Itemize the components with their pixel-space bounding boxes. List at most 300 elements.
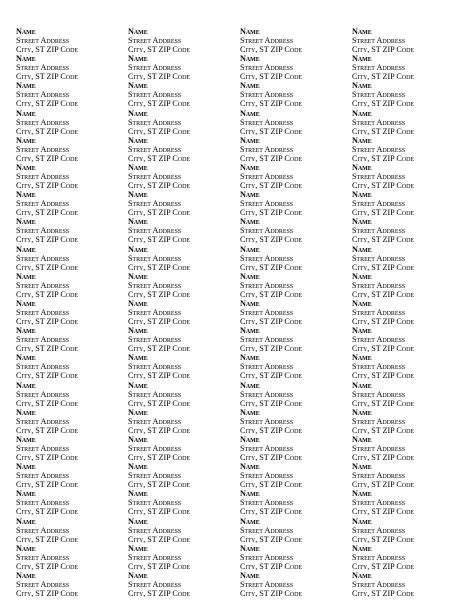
address-label — [128, 136, 234, 163]
label-name: Name — [240, 407, 260, 417]
address-label — [352, 408, 458, 435]
address-label — [128, 544, 234, 571]
label-city-state-zip: City, ST ZIP Code — [128, 480, 190, 490]
label-city-state-zip: City, ST ZIP Code — [240, 561, 302, 571]
label-street-address: Street Address — [352, 199, 406, 209]
label-name: Name — [128, 27, 148, 36]
label-name: Name — [128, 380, 148, 390]
address-label — [16, 381, 122, 408]
label-city-state-zip: City, ST ZIP Code — [240, 344, 302, 354]
label-name: Name — [352, 489, 372, 499]
label-street-address: Street Address — [128, 226, 182, 236]
label-street-address: Street Address — [240, 280, 294, 290]
label-city-state-zip: City, ST ZIP Code — [16, 317, 78, 326]
address-label — [240, 54, 346, 81]
label-city-state-zip: City, ST ZIP Code — [240, 534, 302, 544]
address-label — [16, 81, 122, 108]
label-city-state-zip: City, ST ZIP Code — [128, 72, 190, 82]
label-name: Name — [16, 380, 36, 390]
label-street-address: Street Address — [240, 253, 294, 263]
label-street-address: Street Address — [240, 525, 294, 535]
address-label — [352, 462, 458, 489]
address-label — [16, 190, 122, 217]
label-city-state-zip: City, ST ZIP Code — [240, 99, 302, 109]
label-street-address: Street Address — [128, 362, 182, 372]
label-street-address: Street Address — [16, 498, 70, 508]
label-street-address: Street Address — [240, 226, 294, 236]
label-city-state-zip: City, ST ZIP Code — [240, 126, 302, 136]
address-label — [352, 381, 458, 408]
label-street-address: Street Address — [352, 471, 406, 481]
label-city-state-zip: City, ST ZIP Code — [128, 289, 190, 299]
address-label — [240, 81, 346, 108]
label-city-state-zip: City, ST ZIP Code — [240, 235, 302, 245]
label-street-address: Street Address — [16, 416, 70, 426]
address-label — [240, 517, 346, 544]
label-city-state-zip: City, ST ZIP Code — [128, 398, 190, 408]
label-city-state-zip: City, ST ZIP Code — [240, 262, 302, 272]
label-street-address: Street Address — [128, 389, 182, 399]
label-name: Name — [128, 163, 148, 172]
label-name: Name — [240, 462, 260, 472]
label-name: Name — [16, 299, 36, 308]
label-city-state-zip: City, ST ZIP Code — [128, 589, 190, 598]
label-street-address: Street Address — [16, 335, 70, 345]
label-city-state-zip: City, ST ZIP Code — [16, 425, 78, 435]
address-label — [240, 136, 346, 163]
address-label — [352, 544, 458, 571]
label-name: Name — [240, 217, 260, 227]
address-label — [128, 245, 234, 272]
label-city-state-zip: City, ST ZIP Code — [352, 453, 414, 462]
label-name: Name — [240, 81, 260, 91]
label-street-address: Street Address — [128, 308, 182, 317]
label-city-state-zip: City, ST ZIP Code — [16, 344, 78, 354]
address-label — [16, 353, 122, 380]
label-city-state-zip: City, ST ZIP Code — [240, 153, 302, 163]
address-label — [16, 489, 122, 516]
label-city-state-zip: City, ST ZIP Code — [352, 72, 414, 82]
address-label — [352, 217, 458, 244]
address-label — [352, 489, 458, 516]
label-name: Name — [240, 271, 260, 281]
address-label — [240, 190, 346, 217]
label-name: Name — [240, 353, 260, 363]
label-city-state-zip: City, ST ZIP Code — [128, 344, 190, 354]
address-label — [128, 163, 234, 190]
label-city-state-zip: City, ST ZIP Code — [128, 561, 190, 571]
label-name: Name — [352, 108, 372, 118]
address-label — [352, 109, 458, 136]
address-label — [128, 27, 234, 54]
label-city-state-zip: City, ST ZIP Code — [16, 235, 78, 245]
label-city-state-zip: City, ST ZIP Code — [352, 99, 414, 109]
label-name: Name — [240, 543, 260, 553]
label-street-address: Street Address — [240, 172, 294, 181]
label-street-address: Street Address — [128, 471, 182, 481]
address-label — [352, 571, 458, 598]
label-name: Name — [16, 244, 36, 254]
label-city-state-zip: City, ST ZIP Code — [352, 534, 414, 544]
label-name: Name — [240, 108, 260, 118]
label-city-state-zip: City, ST ZIP Code — [16, 262, 78, 272]
label-street-address: Street Address — [128, 525, 182, 535]
label-name: Name — [16, 516, 36, 526]
address-label — [16, 435, 122, 462]
label-name: Name — [128, 54, 148, 64]
label-street-address: Street Address — [16, 552, 70, 562]
label-street-address: Street Address — [16, 226, 70, 236]
label-name: Name — [352, 135, 372, 145]
label-city-state-zip: City, ST ZIP Code — [240, 425, 302, 435]
label-street-address: Street Address — [240, 498, 294, 508]
label-name: Name — [16, 108, 36, 118]
label-name: Name — [16, 190, 36, 200]
address-label — [240, 353, 346, 380]
label-city-state-zip: City, ST ZIP Code — [352, 208, 414, 218]
label-name: Name — [16, 271, 36, 281]
label-street-address: Street Address — [240, 90, 294, 100]
label-city-state-zip: City, ST ZIP Code — [240, 507, 302, 517]
label-street-address: Street Address — [352, 226, 406, 236]
label-city-state-zip: City, ST ZIP Code — [352, 398, 414, 408]
label-city-state-zip: City, ST ZIP Code — [352, 126, 414, 136]
address-label — [240, 245, 346, 272]
label-street-address: Street Address — [352, 580, 406, 589]
label-city-state-zip: City, ST ZIP Code — [16, 371, 78, 381]
label-name: Name — [240, 163, 260, 172]
label-name: Name — [128, 326, 148, 336]
label-street-address: Street Address — [240, 36, 294, 45]
label-city-state-zip: City, ST ZIP Code — [128, 425, 190, 435]
address-label — [352, 353, 458, 380]
label-city-state-zip: City, ST ZIP Code — [352, 181, 414, 190]
label-city-state-zip: City, ST ZIP Code — [16, 99, 78, 109]
label-name: Name — [128, 271, 148, 281]
label-street-address: Street Address — [352, 444, 406, 453]
label-street-address: Street Address — [16, 63, 70, 73]
label-street-address: Street Address — [352, 172, 406, 181]
address-label — [352, 190, 458, 217]
label-name: Name — [352, 163, 372, 172]
label-name: Name — [128, 516, 148, 526]
label-city-state-zip: City, ST ZIP Code — [128, 208, 190, 218]
label-name: Name — [352, 326, 372, 336]
label-name: Name — [16, 135, 36, 145]
label-city-state-zip: City, ST ZIP Code — [352, 45, 414, 54]
label-city-state-zip: City, ST ZIP Code — [16, 398, 78, 408]
label-city-state-zip: City, ST ZIP Code — [240, 289, 302, 299]
label-name: Name — [352, 54, 372, 64]
label-city-state-zip: City, ST ZIP Code — [240, 72, 302, 82]
label-name: Name — [16, 489, 36, 499]
label-street-address: Street Address — [128, 172, 182, 181]
label-name: Name — [16, 27, 36, 36]
address-label — [128, 272, 234, 299]
address-label — [128, 190, 234, 217]
label-name: Name — [128, 543, 148, 553]
address-label — [128, 299, 234, 326]
address-label — [16, 54, 122, 81]
address-label — [240, 163, 346, 190]
address-label — [16, 544, 122, 571]
label-street-address: Street Address — [240, 552, 294, 562]
label-city-state-zip: City, ST ZIP Code — [352, 561, 414, 571]
address-label — [16, 27, 122, 54]
address-label — [16, 163, 122, 190]
label-street-address: Street Address — [16, 117, 70, 127]
label-name: Name — [16, 407, 36, 417]
address-label — [128, 109, 234, 136]
label-name: Name — [352, 543, 372, 553]
address-label — [352, 81, 458, 108]
address-label — [240, 326, 346, 353]
label-name: Name — [240, 190, 260, 200]
address-label — [16, 109, 122, 136]
label-name: Name — [16, 326, 36, 336]
address-label — [128, 54, 234, 81]
label-city-state-zip: City, ST ZIP Code — [128, 235, 190, 245]
address-label — [352, 517, 458, 544]
label-city-state-zip: City, ST ZIP Code — [352, 589, 414, 598]
label-street-address: Street Address — [16, 580, 70, 589]
label-street-address: Street Address — [240, 389, 294, 399]
address-label — [240, 571, 346, 598]
label-city-state-zip: City, ST ZIP Code — [128, 262, 190, 272]
label-street-address: Street Address — [240, 335, 294, 345]
address-label — [352, 435, 458, 462]
address-label — [16, 299, 122, 326]
label-name: Name — [128, 353, 148, 363]
label-name: Name — [352, 271, 372, 281]
label-street-address: Street Address — [16, 253, 70, 263]
label-street-address: Street Address — [240, 471, 294, 481]
label-name: Name — [240, 571, 260, 580]
label-city-state-zip: City, ST ZIP Code — [16, 208, 78, 218]
label-name: Name — [128, 407, 148, 417]
address-label — [16, 245, 122, 272]
label-street-address: Street Address — [16, 172, 70, 181]
label-name: Name — [16, 571, 36, 580]
label-city-state-zip: City, ST ZIP Code — [240, 317, 302, 326]
label-city-state-zip: City, ST ZIP Code — [16, 589, 78, 598]
address-label — [352, 27, 458, 54]
label-name: Name — [16, 435, 36, 444]
label-street-address: Street Address — [128, 199, 182, 209]
address-label — [240, 462, 346, 489]
address-label — [128, 571, 234, 598]
address-label — [352, 163, 458, 190]
label-street-address: Street Address — [16, 199, 70, 209]
label-street-address: Street Address — [352, 117, 406, 127]
label-street-address: Street Address — [240, 362, 294, 372]
label-street-address: Street Address — [16, 471, 70, 481]
address-label — [128, 81, 234, 108]
label-street-address: Street Address — [128, 580, 182, 589]
label-street-address: Street Address — [352, 280, 406, 290]
label-street-address: Street Address — [16, 280, 70, 290]
label-street-address: Street Address — [16, 144, 70, 154]
address-label — [128, 217, 234, 244]
label-name: Name — [240, 326, 260, 336]
label-street-address: Street Address — [352, 525, 406, 535]
label-city-state-zip: City, ST ZIP Code — [240, 480, 302, 490]
label-street-address: Street Address — [352, 253, 406, 263]
label-name: Name — [128, 217, 148, 227]
label-city-state-zip: City, ST ZIP Code — [128, 371, 190, 381]
label-name: Name — [16, 54, 36, 64]
label-name: Name — [240, 435, 260, 444]
label-city-state-zip: City, ST ZIP Code — [352, 344, 414, 354]
label-name: Name — [352, 217, 372, 227]
label-name: Name — [16, 217, 36, 227]
label-name: Name — [128, 190, 148, 200]
label-name: Name — [240, 135, 260, 145]
label-street-address: Street Address — [240, 117, 294, 127]
label-city-state-zip: City, ST ZIP Code — [16, 561, 78, 571]
label-name: Name — [240, 380, 260, 390]
address-label — [128, 489, 234, 516]
label-city-state-zip: City, ST ZIP Code — [240, 453, 302, 462]
address-label — [240, 381, 346, 408]
address-label — [240, 109, 346, 136]
label-name: Name — [240, 299, 260, 308]
label-street-address: Street Address — [352, 90, 406, 100]
label-street-address: Street Address — [240, 444, 294, 453]
label-name: Name — [16, 462, 36, 472]
label-city-state-zip: City, ST ZIP Code — [128, 153, 190, 163]
address-label — [16, 462, 122, 489]
label-city-state-zip: City, ST ZIP Code — [352, 153, 414, 163]
label-name: Name — [128, 108, 148, 118]
label-street-address: Street Address — [352, 362, 406, 372]
label-name: Name — [128, 435, 148, 444]
label-city-state-zip: City, ST ZIP Code — [128, 45, 190, 54]
label-city-state-zip: City, ST ZIP Code — [16, 153, 78, 163]
label-street-address: Street Address — [16, 444, 70, 453]
address-label — [16, 217, 122, 244]
label-city-state-zip: City, ST ZIP Code — [352, 371, 414, 381]
label-name: Name — [352, 516, 372, 526]
address-label — [240, 489, 346, 516]
label-name: Name — [16, 353, 36, 363]
label-city-state-zip: City, ST ZIP Code — [240, 208, 302, 218]
label-street-address: Street Address — [240, 308, 294, 317]
label-city-state-zip: City, ST ZIP Code — [352, 317, 414, 326]
label-name: Name — [352, 190, 372, 200]
label-city-state-zip: City, ST ZIP Code — [352, 480, 414, 490]
label-street-address: Street Address — [16, 362, 70, 372]
address-label — [240, 272, 346, 299]
address-label — [128, 462, 234, 489]
label-street-address: Street Address — [240, 144, 294, 154]
label-city-state-zip: City, ST ZIP Code — [128, 99, 190, 109]
label-city-state-zip: City, ST ZIP Code — [128, 181, 190, 190]
label-city-state-zip: City, ST ZIP Code — [16, 72, 78, 82]
label-street-address: Street Address — [16, 36, 70, 45]
label-name: Name — [128, 81, 148, 91]
address-label — [352, 54, 458, 81]
address-label — [352, 272, 458, 299]
label-street-address: Street Address — [240, 416, 294, 426]
label-city-state-zip: City, ST ZIP Code — [128, 507, 190, 517]
label-street-address: Street Address — [352, 498, 406, 508]
label-street-address: Street Address — [128, 444, 182, 453]
label-name: Name — [128, 489, 148, 499]
label-name: Name — [16, 543, 36, 553]
label-name: Name — [16, 163, 36, 172]
label-city-state-zip: City, ST ZIP Code — [240, 589, 302, 598]
label-name: Name — [240, 516, 260, 526]
address-label — [16, 272, 122, 299]
label-city-state-zip: City, ST ZIP Code — [128, 534, 190, 544]
label-street-address: Street Address — [128, 335, 182, 345]
label-name: Name — [128, 244, 148, 254]
label-street-address: Street Address — [352, 144, 406, 154]
label-city-state-zip: City, ST ZIP Code — [16, 453, 78, 462]
address-label — [128, 326, 234, 353]
label-city-state-zip: City, ST ZIP Code — [16, 289, 78, 299]
label-city-state-zip: City, ST ZIP Code — [16, 534, 78, 544]
label-street-address: Street Address — [240, 63, 294, 73]
label-name: Name — [352, 571, 372, 580]
label-street-address: Street Address — [16, 90, 70, 100]
label-name: Name — [128, 571, 148, 580]
label-city-state-zip: City, ST ZIP Code — [352, 262, 414, 272]
label-name: Name — [352, 407, 372, 417]
label-name: Name — [352, 380, 372, 390]
label-name: Name — [128, 299, 148, 308]
label-name: Name — [352, 462, 372, 472]
label-street-address: Street Address — [128, 90, 182, 100]
address-label — [128, 517, 234, 544]
label-name: Name — [352, 81, 372, 91]
label-city-state-zip: City, ST ZIP Code — [16, 126, 78, 136]
label-city-state-zip: City, ST ZIP Code — [352, 235, 414, 245]
label-city-state-zip: City, ST ZIP Code — [16, 480, 78, 490]
label-name: Name — [240, 54, 260, 64]
address-label — [240, 299, 346, 326]
label-street-address: Street Address — [16, 389, 70, 399]
label-city-state-zip: City, ST ZIP Code — [128, 453, 190, 462]
label-street-address: Street Address — [128, 63, 182, 73]
label-street-address: Street Address — [240, 580, 294, 589]
address-label — [240, 217, 346, 244]
label-city-state-zip: City, ST ZIP Code — [240, 398, 302, 408]
address-label — [352, 136, 458, 163]
label-street-address: Street Address — [128, 36, 182, 45]
label-city-state-zip: City, ST ZIP Code — [240, 181, 302, 190]
address-label — [352, 326, 458, 353]
label-name: Name — [16, 81, 36, 91]
label-name: Name — [240, 244, 260, 254]
label-city-state-zip: City, ST ZIP Code — [352, 507, 414, 517]
label-name: Name — [240, 27, 260, 36]
label-street-address: Street Address — [128, 144, 182, 154]
label-street-address: Street Address — [352, 389, 406, 399]
label-street-address: Street Address — [16, 525, 70, 535]
label-city-state-zip: City, ST ZIP Code — [240, 45, 302, 54]
label-name: Name — [352, 27, 372, 36]
label-city-state-zip: City, ST ZIP Code — [16, 507, 78, 517]
address-label — [240, 408, 346, 435]
label-name: Name — [128, 462, 148, 472]
label-street-address: Street Address — [16, 308, 70, 317]
label-street-address: Street Address — [352, 36, 406, 45]
label-street-address: Street Address — [128, 498, 182, 508]
address-label — [240, 435, 346, 462]
label-city-state-zip: City, ST ZIP Code — [352, 425, 414, 435]
